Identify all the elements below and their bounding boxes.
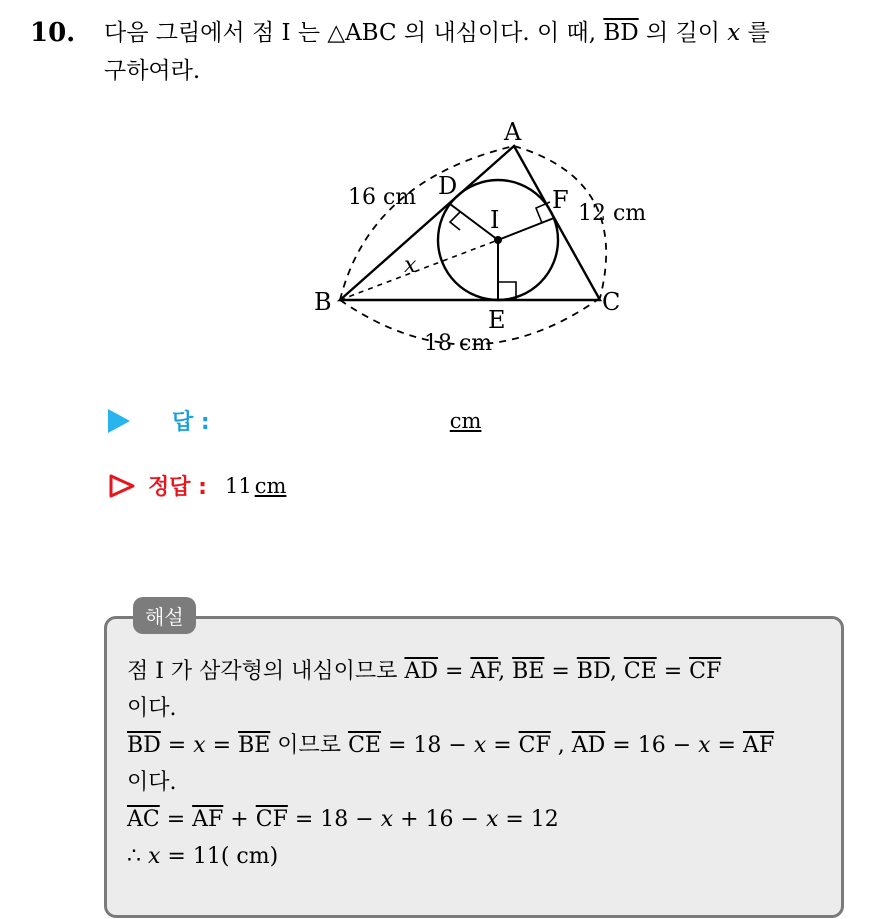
problem-text-line2: 구하여라. [104,58,201,84]
problem-text [104,14,870,90]
text: = [656,659,690,684]
correct-answer-row [108,470,286,501]
text: = [205,733,239,758]
text: 이므로 [270,733,349,758]
correct-answer-unit: cm [254,473,287,498]
text: , [550,733,572,758]
label-f: F [552,186,569,214]
solution-line: 이다. [127,696,177,721]
segment-af: $\overline{AF}$ [192,807,224,832]
solution-box [104,605,844,918]
variable-x: x [485,807,499,832]
text: + 16 − [393,807,486,832]
length-ab: 16 cm [348,185,417,210]
segment-bd: $\overline{BD}$ [603,20,639,46]
segment-ac: $\overline{AC}$ [127,807,160,832]
text: , [498,659,513,684]
segment-bd: $\overline{BD}$ [127,733,161,758]
text: , [609,659,624,684]
label-x: x [404,253,417,278]
label-e: E [488,306,506,334]
answer-row [108,405,481,436]
correct-answer-label: 정답 : [148,475,207,500]
length-bc: 18 cm [424,331,493,356]
incenter-point [494,236,502,244]
variable-x: x [380,807,394,832]
segment-cf: $\overline{CF}$ [518,733,551,758]
outline-triangle-icon [108,473,136,499]
text: = [486,733,519,758]
problem-text-part: 다음 그림에서 점 I 는 △ABC 의 내심이다. 이 때, [104,20,604,46]
radius-if [498,218,554,240]
triangle-diagram [300,110,670,360]
solution-line [127,653,825,690]
solution-tag: 해설 [133,597,196,634]
segment-af: $\overline{AF}$ [470,659,499,684]
play-triangle-icon [108,409,130,433]
segment-ad: $\overline{AD}$ [404,659,438,684]
text: = [159,807,193,832]
label-c: C [602,288,621,316]
label-i: I [490,206,500,234]
solution-body [127,653,825,875]
label-a: A [504,118,522,146]
text: = 18 − [380,733,474,758]
variable-x: x [727,20,741,46]
solution-line [127,838,825,875]
text: = 18 − [287,807,381,832]
correct-answer-value: 11 [224,473,252,498]
variable-x: x [473,733,487,758]
segment-bd: $\overline{BD}$ [576,659,610,684]
text: = [160,733,194,758]
text: 점 I 가 삼각형의 내심이므로 [127,659,405,684]
text: = 11( cm) [160,844,279,869]
segment-cf: $\overline{CF}$ [689,659,722,684]
problem [30,14,870,90]
segment-af: $\overline{AF}$ [742,733,775,758]
segment-ce: $\overline{CE}$ [623,659,657,684]
problem-number: 10. [30,18,76,48]
text: = [437,659,471,684]
segment-cf: $\overline{CF}$ [255,807,288,832]
triangle-abc [340,146,600,300]
variable-x: x [148,844,161,869]
variable-x: x [698,733,711,758]
solution-line [127,727,825,764]
segment-be: $\overline{BE}$ [512,659,545,684]
answer-unit: cm [449,408,482,433]
solution-line [127,801,825,838]
label-d: D [438,172,458,200]
triangle-figure [300,110,670,364]
text: = 16 − [605,733,699,758]
therefore-symbol: ∴ [127,844,148,869]
text: + [223,807,256,832]
label-b: B [314,288,332,316]
answer-label: 답 : [172,410,210,435]
solution-line: 이다. [127,770,177,795]
right-angle-d [450,212,460,230]
variable-x: x [193,733,206,758]
segment-ce: $\overline{CE}$ [348,733,381,758]
text: = [544,659,577,684]
problem-text-part: 를 [740,20,770,46]
problem-text-part: 의 길이 [638,20,728,46]
segment-be: $\overline{BE}$ [238,733,271,758]
length-ac: 12 cm [578,201,647,226]
dashed-bi [340,240,498,300]
segment-ad: $\overline{AD}$ [571,733,606,758]
text: = 12 [498,807,559,832]
text: = [710,733,743,758]
